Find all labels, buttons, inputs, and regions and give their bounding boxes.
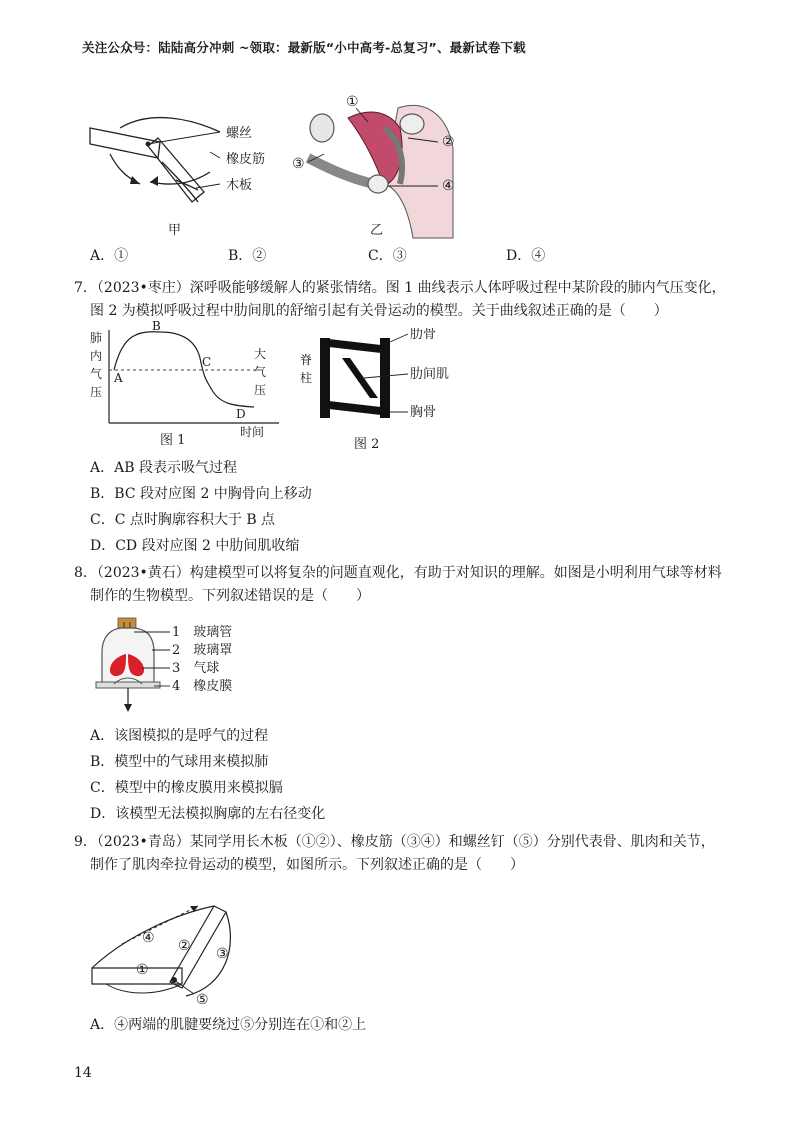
yi-label-4: ④: [442, 178, 455, 194]
jia-caption: 甲: [168, 223, 182, 238]
q9-label-4: ④: [142, 930, 155, 946]
q6-figure-jia: [80, 110, 300, 240]
jia-board-right: [148, 138, 204, 202]
fig1-point-d: D: [236, 407, 246, 421]
q8-label-1: 1 玻璃管: [172, 625, 233, 640]
fig1-ylabel-3: 气: [90, 367, 103, 381]
fig1-ref-1: 大: [254, 347, 267, 361]
q9-label-5: ⑤: [196, 992, 209, 1008]
fig2-label-muscle: 肋间肌: [410, 367, 450, 382]
q7-stem-line1: 7．（2023•枣庄）深呼吸能够缓解人的紧张情绪。图 1 曲线表示人体呼吸过程中某阶段的肺内气压变化，: [74, 280, 726, 296]
q9-label-2: ②: [178, 938, 191, 954]
q9-figure: [86, 896, 246, 1012]
q7-option-a: A．AB 段表示吸气过程: [90, 460, 237, 476]
q6-option-d: D．④: [506, 248, 546, 264]
q8-bell-jar: [102, 628, 154, 682]
q8-stopper: [118, 618, 136, 628]
q8-option-d: D．该模型无法模拟胸廓的左右径变化: [90, 806, 326, 822]
q7-figure-2: [300, 328, 480, 454]
jia-rubber-band-top: [120, 118, 220, 132]
q8-option-b: B．模型中的气球用来模拟肺: [90, 754, 269, 770]
q7-option-d: D．CD 段对应图 2 中肋间肌收缩: [90, 538, 300, 554]
q7-option-c: C．C 点时胸廓容积大于 B 点: [90, 512, 276, 528]
fig1-caption: 图 1: [160, 433, 186, 448]
yi-label-1: ①: [346, 94, 359, 110]
q7-option-b: B．BC 段对应图 2 中胸骨向上移动: [90, 486, 312, 502]
q7-stem-line2: 图 2 为模拟呼吸过程中肋间肌的舒缩引起有关骨运动的模型。关于曲线叙述正确的是（ ）: [90, 303, 668, 319]
yi-caption: 乙: [370, 223, 384, 238]
fig1-ylabel-4: 压: [90, 385, 103, 399]
q6-option-c: C．③: [368, 248, 407, 264]
q8-option-a: A．该图模拟的是呼气的过程: [90, 728, 269, 744]
q6-figure-yi: [288, 88, 468, 240]
q6-option-a: A．①: [90, 248, 129, 264]
yi-label-3: ③: [292, 156, 305, 172]
q8-stem-line1: 8．（2023•黄石）构建模型可以将复杂的问题直观化，有助于对知识的理解。如图是小明利用气球等材料: [74, 565, 722, 581]
fig1-ylabel-2: 内: [90, 349, 103, 363]
fig1-point-b: B: [152, 319, 161, 333]
fig1-ylabel-1: 肺: [90, 331, 103, 345]
q8-option-c: C．模型中的橡皮膜用来模拟膈: [90, 780, 283, 796]
q9-stem-line2: 制作了肌肉牵拉骨运动的模型，如图所示。下列叙述正确的是（ ）: [90, 857, 524, 873]
fig2-intercostal: [342, 358, 378, 398]
yi-elbow: [368, 175, 388, 193]
fig2-left-label-2: 柱: [300, 371, 313, 385]
yi-hand: [310, 114, 334, 142]
yi-forearm: [308, 158, 374, 184]
fig1-ref-2: 气: [254, 365, 267, 379]
q9-label-3: ③: [216, 946, 229, 962]
fig2-caption: 图 2: [354, 437, 380, 452]
q8-label-4: 4 橡皮膜: [172, 679, 233, 694]
fig1-point-a: A: [114, 371, 123, 385]
fig2-left-label-1: 脊: [300, 353, 313, 367]
fig1-point-c: C: [202, 355, 212, 369]
jia-label-screw: 螺丝: [226, 126, 253, 141]
jia-label-rubber: 橡皮筋: [226, 152, 266, 167]
page-number: 14: [74, 1065, 92, 1081]
q9-label-1: ①: [136, 962, 149, 978]
q7-figure-1: [84, 318, 294, 456]
page-header: 关注公众号：陆陆高分冲刺 ~领取：最新版“小中高考-总复习”、最新试卷下载: [82, 40, 526, 55]
fig1-ref-3: 压: [254, 383, 267, 397]
q8-rubber-membrane: [96, 682, 160, 688]
yi-label-2: ②: [442, 134, 455, 150]
fig2-lower-rib: [320, 400, 390, 416]
q9-stem-line1: 9．（2023•青岛）某同学用长木板（①②）、橡皮筋（③④）和螺丝钉（⑤）分别代表骨、肌肉和关节，: [74, 834, 715, 850]
q6-option-b: B．②: [228, 248, 267, 264]
fig2-label-rib: 肋骨: [410, 328, 437, 342]
fig2-label-sternum: 胸骨: [410, 405, 437, 420]
q8-label-3: 3 气球: [172, 661, 220, 676]
q8-label-2: 2 玻璃罩: [172, 643, 233, 658]
q8-figure: [88, 612, 268, 722]
q9-option-a: A．④两端的肌腱要绕过⑤分别连在①和②上: [90, 1017, 367, 1033]
q8-stem-line2: 制作的生物模型。下列叙述错误的是（ ）: [90, 588, 370, 604]
jia-label-board: 木板: [226, 178, 253, 193]
fig2-upper-rib: [320, 338, 390, 354]
fig1-pressure-curve: [114, 332, 254, 407]
fig1-xlabel: 时间: [240, 425, 265, 439]
